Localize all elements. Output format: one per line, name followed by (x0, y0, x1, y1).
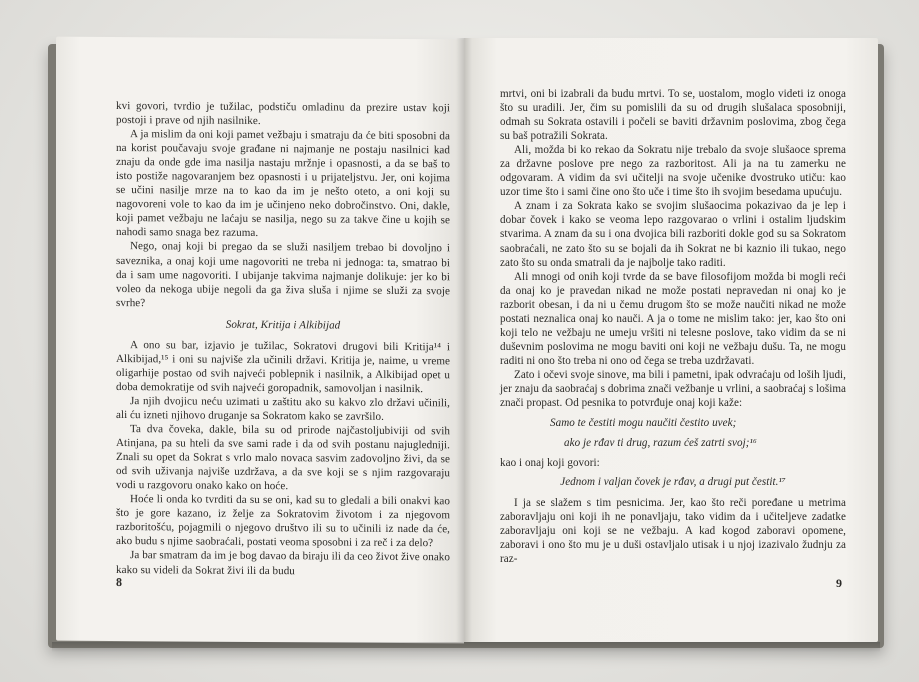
right-page (464, 38, 878, 642)
left-paragraph-6: Ta dva čoveka, dakle, bila su od prirode najčastoljubiviji od svih Atinjana, pa su hteli da sve sami rade i da od svih postanu najugledniji. Znali su opet da Sokrat s vrlo malo novaca sasvim zadovoljno živi, da se od svih uživanja najviše uzdržava, a da sve koji se s njim razgovaraju vodi u razgovoru onako kako on hoće. (116, 423, 450, 493)
right-paragraph-4: Ali mnogi od onih koji tvrde da se bave filosofijom možda bi mogli reći da onaj ko je pravedan nikad ne može postati nepravedan ni onaj ko je razborit obesan, i da ni u čemu drugom što se može naučiti nikad ne može postati neznalica onaj ko nauči. A ja o tome ne mislim tako: jer, kao što oni koji telo ne vežbaju ne umeju vršiti ni telesne poslove, tako vidim da se ni duševnim poslovima ne mogu baviti oni koji ne vežbaju dušu. Ta, ne mogu raditi ni ono što treba ni ono od čega se treba uzdržavati. (500, 270, 846, 367)
right-page-number: 9 (836, 576, 842, 590)
left-paragraph-5: Ja njih dvojicu neću uzimati u zaštitu ako su kakvo zlo državi učinili, ali ću izneti njihovo druganje sa Sokratom kako se završilo. (116, 395, 450, 423)
right-paragraph-3: A znam i za Sokrata kako se svojim slušaocima pokazivao da je lep i dobar čovek i kako se veoma lepo razgovarao o vrlini i ostalim ljudskim stvarima. A znam da su i ona dvojica bili razboriti dokle god su sa Sokratom saobraćali, ne zato što su se bojali da ih Sokrat ne bi kaznio ili tukao, nego zato što su onda smatrali da je najbolje tako raditi. (500, 200, 846, 269)
right-paragraph-1: mrtvi, oni bi izabrali da budu mrtvi. To se, uostalom, moglo videti iz onoga što su uradili. Jer, čim su pomislili da su od drugih slušalaca sposobniji, odmah su Sokrata ostavili i počeli se baviti državnim poslovima, zbog čega su baš potražili Sokrata. (500, 88, 846, 143)
verse-line-1: Samo te čestiti mogu naučiti čestito uvek; (550, 417, 737, 430)
right-page-text (500, 87, 846, 567)
verse-line-2: ako je rđav ti drug, razum ćeš zatrti svoj;¹⁶ (564, 437, 757, 450)
right-paragraph-5: Zato i očevi svoje sinove, ma bili i pametni, ipak odvraćaju od loših ljudi, jer znaju da saobraćaj s dobrima znači vežbanje u vrlini, a saobraćaj s lošima znači propast. Od pesnika to potvrđuje onaj koji kaže: (500, 368, 846, 410)
left-paragraph-8: Ja bar smatram da im je bog davao da biraju ili da ceo život žive onako kako su videli da Sokrat živi ili da budu (116, 549, 450, 577)
left-page (56, 37, 464, 644)
quote-line: Jednom i valjan čovek je rđav, a drugi put čestit.¹⁷ (560, 476, 786, 489)
right-paragraph-2: Ali, možda bi ko rekao da Sokratu nije trebalo da svoje slušaoce sprema za državne poslove pre nego za razboritost. Ali ja na tu zamerku ne odgovaram. A vidim da svi učitelji na svoje učenike dvostruko utiču: kao uzor time što i sami čine ono što uče i time što ih svojim besedama upućuju. (500, 144, 846, 199)
left-paragraph-3: Nego, onaj koji bi pregao da se služi nasiljem trebao bi dovoljno i saveznika, a onaj koji ume nagovoriti ne treba ni jednoga: ta, smatrao bi da i sam ume nagovoriti. I ubijanje takvima najmanje dolikuje: jer ko bi voleo da nekoga ubije negoli da ga živa sluša i njime se služi za svoje svrhe? (116, 240, 450, 309)
left-page-number: 8 (116, 574, 122, 590)
left-paragraph-4: A ono su bar, izjavio je tužilac, Sokratovi drugovi bili Kritija¹⁴ i Alkibijad,¹⁵ i oni su najviše zla učinili državi. Kritija je, naime, u vreme oligarhije postao od svih najveći poblepnik i nasilnik, a Alkibijad opet u doba demokratije od svih najveći goropadnik, samovoljan i nasilnik. (116, 338, 450, 396)
left-page-text (116, 99, 450, 579)
section-heading: Sokrat, Kritija i Alkibijad (225, 318, 341, 332)
left-paragraph-1: kvi govori, tvrdio je tužilac, podstiču omladinu da prezire ustav koji postoji i prave od njih nasilnike. (116, 99, 450, 128)
left-paragraph-7: Hoće li onda ko tvrditi da su se oni, kad su to gledali a bili onakvi kao što je gore kazano, iz želje za Sokratovim životom i za njegovom razboritošću, pojagmili o njegovo društvo ili su to učinili iz nade da će, ako budu s njime saobraćali, postati veoma sposobni i za reč i za delo? (116, 493, 450, 550)
left-paragraph-2: A ja mislim da oni koji pamet vežbaju i smatraju da će biti sposobni da na korist poučavaju svoje građane ni najmanje ne postaju nasilnici kad znaju da onde gde ima nasilja nastaju mržnje i opasnosti, a da se baš to isto postiže nagovaranjem bez opasnosti i u prijateljstvu. Jer, oni kojima se učini nasilje mrze na to kao da im je nešto oteto, a oni koji su nagovoreni vole to kao da im je učinjeno neko dobročinstvo. Oni, dakle, koji pamet vežbaju ne laćaju se nasilja, nego su za takve čine u kojih se nahodi samo snaga bez razuma. (116, 128, 450, 240)
open-book (52, 38, 880, 650)
right-paragraph-6: I ja se slažem s tim pesnicima. Jer, kao što reči poređane u metrima zaboravljaju oni koji ih ne ponavljaju, tako vidim da i učiteljeve zadatke zaboravljaju oni koji se ne vežbaju. A kad kogod zaboravi opomene, zaboravi i ono što mu je u duši ostavljalo utisak i u njoj izazivalo žudnju za raz- (500, 497, 846, 566)
between-text: kao i onaj koji govori: (500, 457, 600, 470)
book-bottom-shadow (52, 642, 880, 652)
